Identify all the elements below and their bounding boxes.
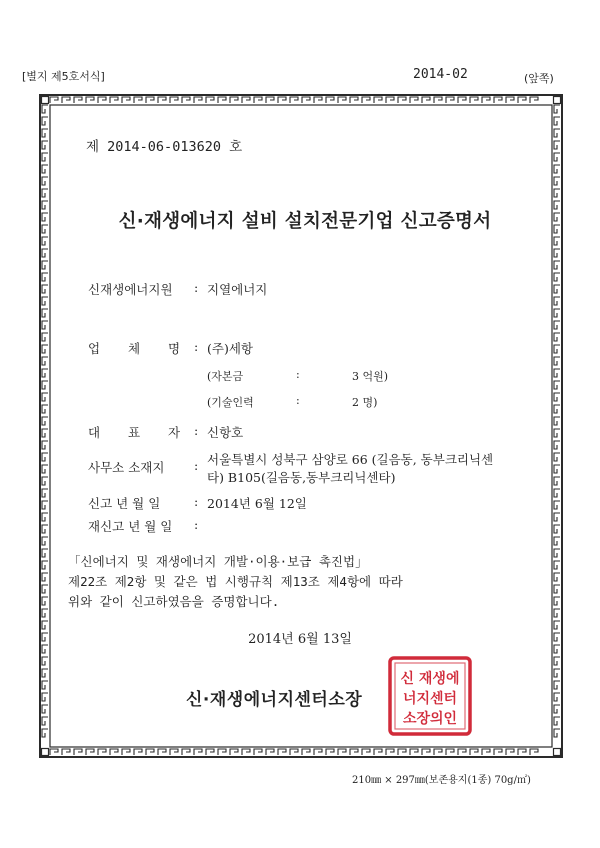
certificate-number: 제 2014-06-013620 호 (86, 139, 243, 155)
tech-staff-colon: : (296, 394, 300, 407)
energy-source-colon: : (194, 280, 199, 295)
capital-colon: : (296, 368, 300, 381)
energy-source-label: 신재생에너지원 (88, 282, 173, 297)
capital-value: 3 억원) (352, 370, 389, 383)
company-label-char1: 업 (88, 341, 101, 356)
tech-staff-value: 2 명) (352, 396, 378, 409)
seal-row-2: 너지센터 (402, 691, 458, 707)
tech-staff-label: (기술인력 (207, 396, 254, 409)
representative-colon: : (194, 423, 199, 438)
company-value: (주)세항 (207, 341, 253, 356)
report-date-colon: : (194, 494, 199, 509)
address-line-1: 서울특별시 성북구 삼양로 66 (길음동, 동부크리닉센 (207, 452, 494, 467)
company-colon: : (194, 339, 199, 354)
form-revision-date: 2014-02 (413, 67, 468, 82)
representative-label-char3: 자 (168, 425, 181, 440)
rereport-date-label: 재신고 년 월 일 (88, 519, 173, 534)
official-seal (388, 656, 472, 736)
statement-line-1: 「신에너지 및 재생에너지 개발·이용·보급 촉진법」 (68, 554, 368, 569)
address-line-2: 타) B105(길음동,동부크리닉센타) (207, 470, 396, 485)
representative-value: 신항호 (207, 425, 244, 440)
statement-line-2: 제22조 제2항 및 같은 법 시행규칙 제13조 제4항에 따라 (68, 574, 403, 589)
address-colon: : (194, 458, 199, 473)
page-side-note: (앞쪽) (524, 72, 554, 85)
seal-row-1: 신 재생에 (400, 671, 460, 687)
company-label-char3: 명 (168, 341, 181, 356)
report-date-label: 신고 년 월 일 (88, 496, 161, 511)
representative-label-char2: 표 (128, 425, 141, 440)
rereport-date-colon: : (194, 517, 199, 532)
report-date-value: 2014년 6월 12일 (207, 496, 307, 511)
energy-source-value: 지열에너지 (207, 282, 268, 297)
issue-date: 2014년 6월 13일 (248, 632, 352, 647)
representative-label-char1: 대 (88, 425, 101, 440)
company-label-char2: 체 (128, 341, 141, 356)
address-label: 사무소 소재지 (88, 460, 165, 475)
seal-row-3: 소장의인 (402, 711, 458, 727)
form-number-tag: [별지 제5호서식] (22, 70, 105, 83)
statement-line-3: 위와 같이 신고하였음을 증명합니다. (68, 594, 280, 609)
issuer-name: 신·재생에너지센터소장 (186, 690, 363, 710)
capital-label: (자본금 (207, 370, 244, 383)
certificate-title: 신·재생에너지 설비 설치전문기업 신고증명서 (118, 211, 492, 232)
paper-spec-footer: 210㎜ × 297㎜(보존용지(1종) 70g/㎡) (352, 775, 531, 786)
